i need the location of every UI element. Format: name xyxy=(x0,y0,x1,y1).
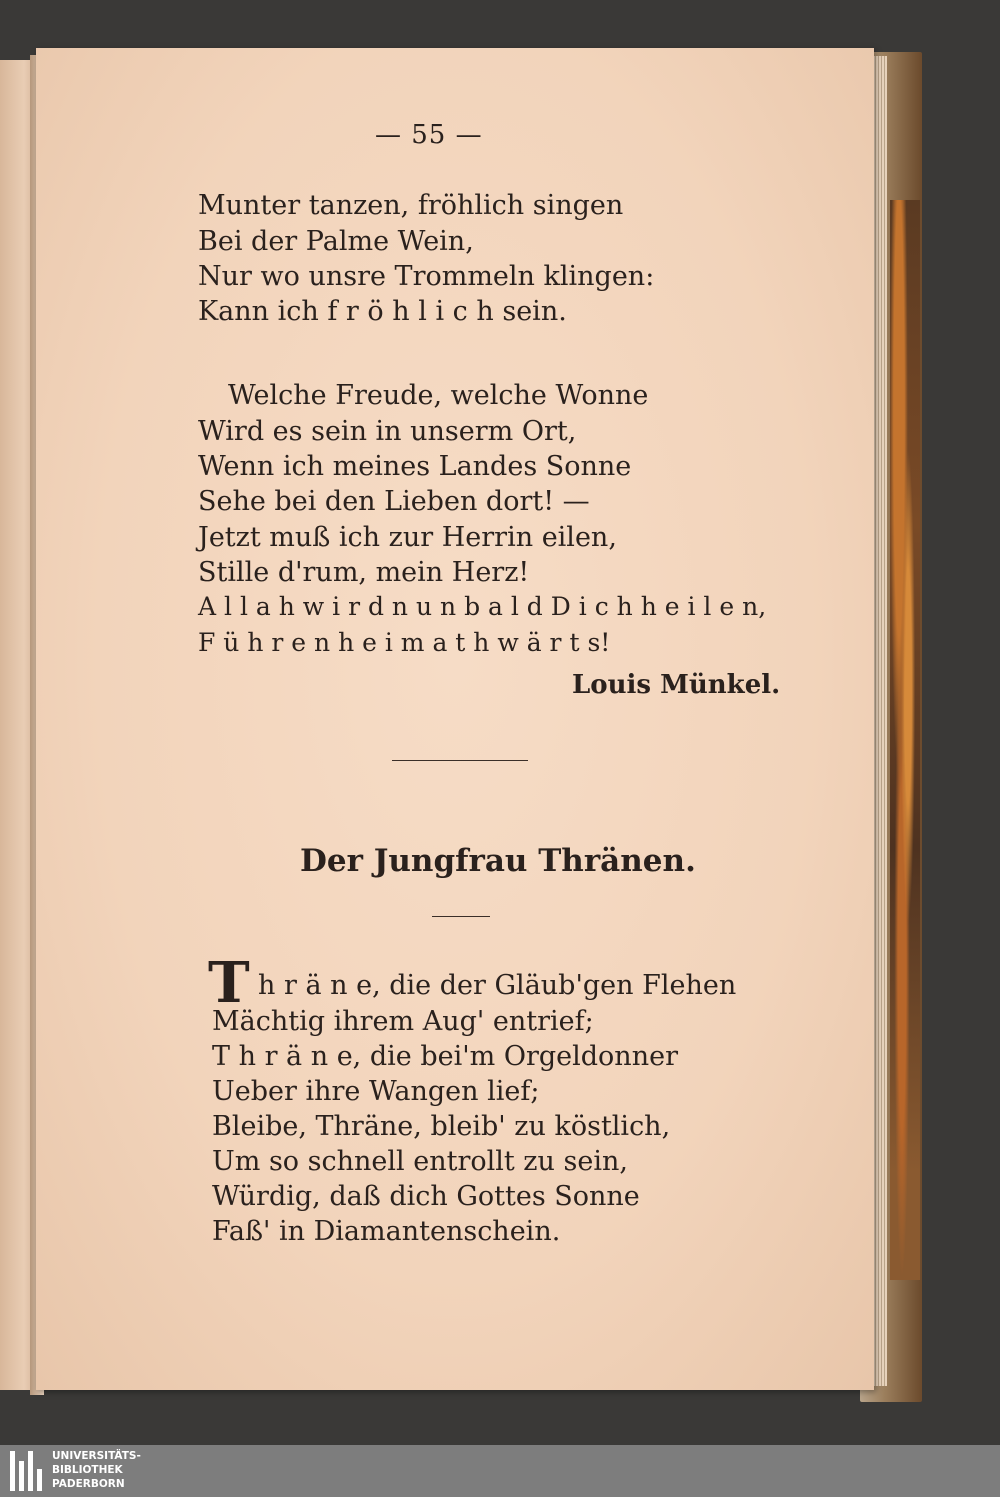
page-number: — 55 — xyxy=(375,120,483,150)
verse-line: Um so schnell entrollt zu sein, xyxy=(212,1146,628,1177)
verse-line: Wenn ich meines Landes Sonne xyxy=(198,451,632,482)
verse-line: Faß' in Diamantenschein. xyxy=(212,1216,561,1247)
verse-line: Stille d'rum, mein Herz! xyxy=(198,557,530,588)
drop-cap: T xyxy=(208,950,250,1016)
library-footer xyxy=(0,1445,1000,1497)
author-signature: Louis Münkel. xyxy=(572,670,781,700)
verse-line: Sehe bei den Lieben dort! — xyxy=(198,486,590,517)
verse-line: Mächtig ihrem Aug' entrief; xyxy=(212,1006,594,1037)
verse-line: T h r ä n e, die bei'm Orgeldonner xyxy=(212,1041,678,1072)
verse-line: A l l a h w i r d n u n b a l d D i c h h e i l e n, xyxy=(198,592,767,621)
marbled-cover-pattern xyxy=(890,200,920,1280)
section-divider xyxy=(392,760,528,761)
verse-line: Munter tanzen, fröhlich singen xyxy=(198,190,624,221)
verse-line: Wird es sein in unserm Ort, xyxy=(198,416,577,447)
library-logo-icon xyxy=(10,1451,46,1491)
verse-line: Kann ich f r ö h l i c h sein. xyxy=(198,296,567,327)
verse-line: Jetzt muß ich zur Herrin eilen, xyxy=(198,522,617,553)
verse-line: F ü h r e n h e i m a t h w ä r t s! xyxy=(198,628,611,657)
poem-title: Der Jungfrau Thränen. xyxy=(300,843,696,879)
verse-line: Bleibe, Thräne, bleib' zu köstlich, xyxy=(212,1111,671,1142)
title-divider xyxy=(432,916,490,917)
verse-line: h r ä n e, die der Gläub'gen Flehen xyxy=(258,970,737,1001)
verse-line: Bei der Palme Wein, xyxy=(198,226,474,257)
verse-line: Welche Freude, welche Wonne xyxy=(228,380,649,411)
verse-line: Würdig, daß dich Gottes Sonne xyxy=(212,1181,640,1212)
verse-line: Ueber ihre Wangen lief; xyxy=(212,1076,540,1107)
library-name: UNIVERSITÄTS- BIBLIOTHEK PADERBORN xyxy=(52,1450,141,1490)
verse-line: Nur wo unsre Trommeln klingen: xyxy=(198,261,655,292)
